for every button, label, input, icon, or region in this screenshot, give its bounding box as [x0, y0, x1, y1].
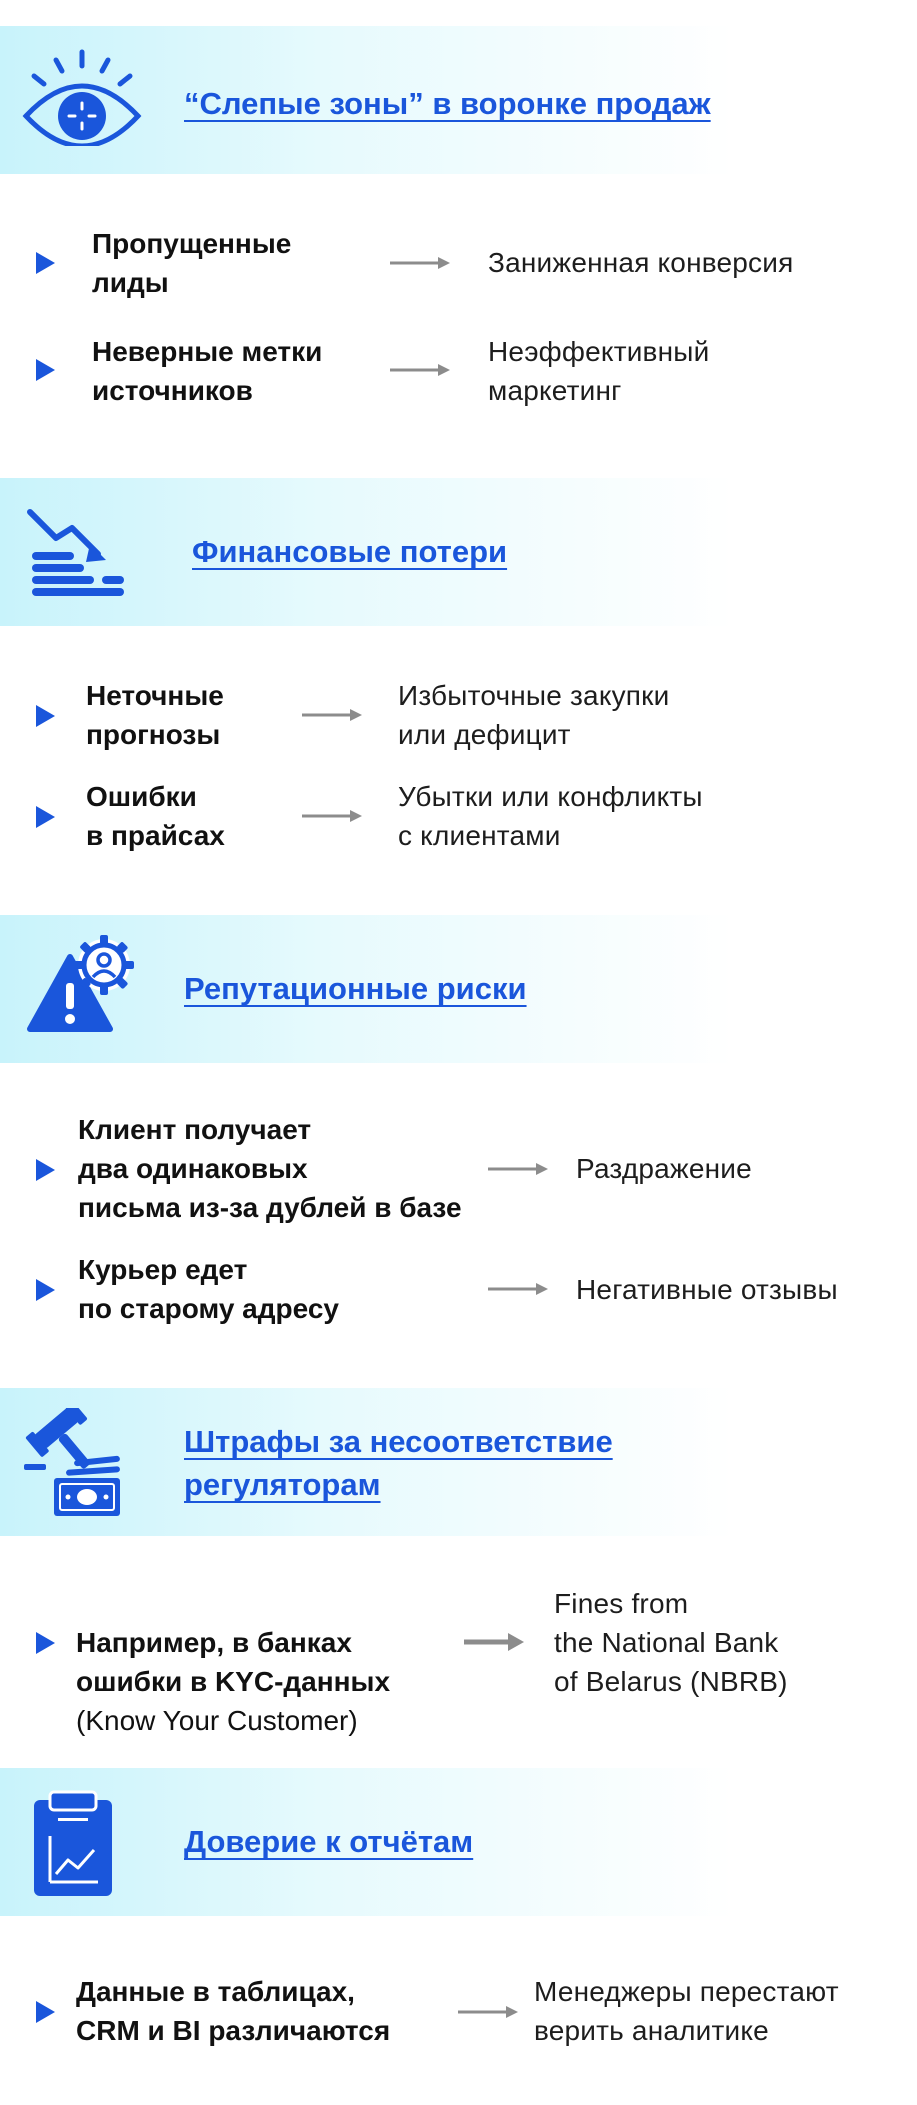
- row-effect: Неэффективный маркетинг: [488, 336, 710, 406]
- section-header-reputation-risks: [0, 915, 917, 1063]
- section-header-sales-funnel: [0, 26, 917, 174]
- row-effect: Негативные отзывы: [576, 1274, 838, 1305]
- bullet-icon: [36, 1279, 55, 1301]
- arrow-right-icon: [486, 1161, 550, 1177]
- row-cause: Неточные прогнозы: [86, 680, 224, 750]
- section-title: Штрафы за несоответствие регуляторам: [184, 1424, 613, 1502]
- clipboard-chart-icon: [28, 1788, 118, 1898]
- row-effect: Fines from the National Bank of Belarus (NBRB): [554, 1588, 788, 1697]
- warning-gear-user-icon: [26, 935, 146, 1035]
- row-effect: Избыточные закупки или дефицит: [398, 680, 670, 750]
- bullet-icon: [36, 1632, 55, 1654]
- bullet-icon: [36, 705, 55, 727]
- bullet-icon: [36, 359, 55, 381]
- declining-chart-coins-icon: [26, 508, 136, 596]
- row-cause: Пропущенные лиды: [92, 228, 292, 298]
- row-cause: Клиент получает два одинаковых письма из-за дублей в базе: [78, 1114, 462, 1223]
- section-title: Финансовые потери: [192, 534, 508, 569]
- row-cause: Курьер едет по старому адресу: [78, 1254, 339, 1324]
- section-header-regulatory-fines: [0, 1388, 917, 1536]
- row-cause-note: (Know Your Customer): [76, 1705, 358, 1736]
- row-cause: Данные в таблицах, CRM и BI различаются: [76, 1976, 391, 2046]
- section-title: Доверие к отчётам: [184, 1824, 474, 1859]
- row-cause: Неверные метки источников: [92, 336, 323, 406]
- section-header-report-trust: [0, 1768, 917, 1916]
- row-cause: Ошибки в прайсах: [86, 781, 225, 851]
- gavel-money-icon: [22, 1408, 132, 1516]
- row-effect: Заниженная конверсия: [488, 247, 794, 278]
- row-cause: [76, 1584, 390, 1779]
- row-effect: Менеджеры перестают верить аналитике: [534, 1976, 839, 2046]
- bullet-icon: [36, 806, 55, 828]
- bullet-icon: [36, 252, 55, 274]
- arrow-right-icon: [300, 707, 364, 723]
- arrow-right-icon: [388, 362, 452, 378]
- bullet-icon: [36, 2001, 55, 2023]
- row-effect: Раздражение: [576, 1153, 752, 1184]
- arrow-right-icon: [456, 2004, 520, 2020]
- arrow-right-icon: [486, 1281, 550, 1297]
- section-header-financial-losses: [0, 478, 917, 626]
- section-title: Репутационные риски: [184, 971, 527, 1006]
- row-effect: Убытки или конфликты с клиентами: [398, 781, 703, 851]
- arrow-right-icon: [300, 808, 364, 824]
- row-cause-text: Например, в банках ошибки в KYC-данных: [76, 1627, 391, 1697]
- arrow-right-icon: [388, 255, 452, 271]
- section-title: “Слепые зоны” в воронке продаж: [184, 86, 711, 121]
- bullet-icon: [36, 1159, 55, 1181]
- arrow-right-icon: [462, 1632, 526, 1652]
- eye-icon: [20, 46, 144, 146]
